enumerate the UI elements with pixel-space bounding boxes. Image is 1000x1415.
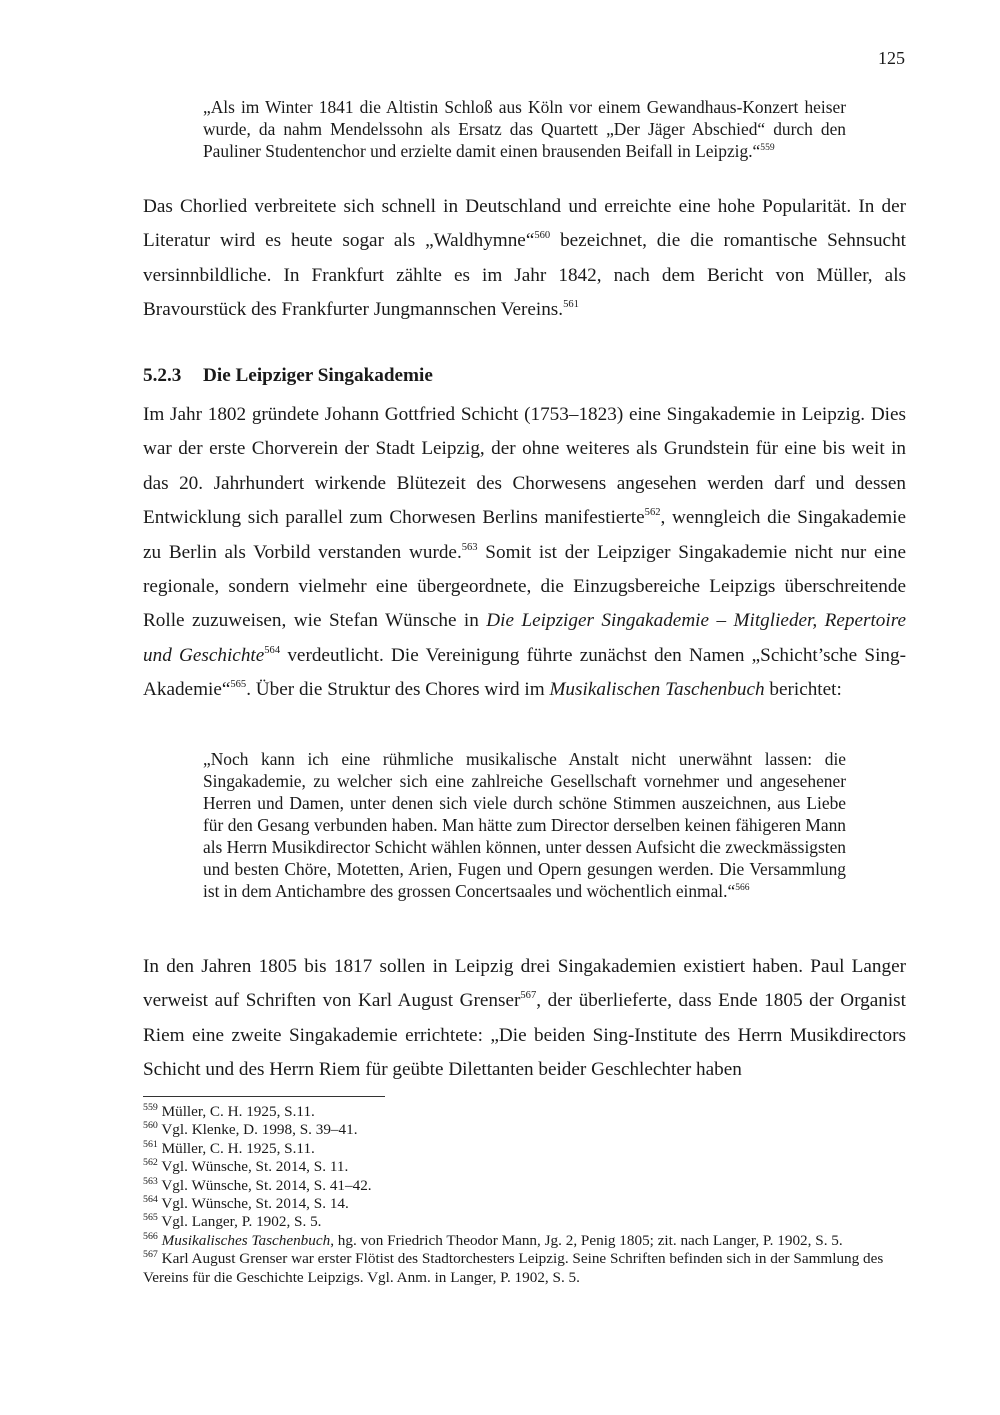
page-number: 125 [878,48,905,68]
footnote-item [143,1158,908,1176]
footnote-text: Vgl. Wünsche, St. 2014, S. 11. [161,1158,349,1176]
footnote-number: 563 [143,1175,158,1187]
quote-text: „Als im Winter 1841 die Altistin Schloß aus Köln vor einem Gewandhaus-Konzert heiser wurde, da nahm Mendelssohn als Ersatz das Quartett „Der Jäger Abschied“ durch den Pauliner Studentenchor und erzielte damit einen brausenden Beifall in Leipzig.“ [203,97,846,161]
footnote-text: Vgl. Wünsche, St. 2014, S. 14. [161,1195,349,1213]
footnote-item [143,1121,908,1139]
footnote-item [143,1177,908,1195]
paragraph-text: bezeichnet, die die romantische Sehnsucht versinnbildliche. In Frankfurt zählte es im Jahr 1842, nach dem Bericht von Müller, als Bravourstück des Frankfurter Jungmannschen Vereins. [143,230,906,321]
block-quote-1 [203,96,846,162]
body-paragraph-2 [143,398,906,708]
source-title: Musikalischen Taschenbuch [549,679,765,701]
paragraph-text: berichtet: [764,679,842,701]
section-title: Die Leipziger Singakademie [203,365,433,386]
footnote-number: 560 [143,1120,158,1132]
footnote-ref[interactable]: 567 [520,990,537,1002]
footnote-text: Vgl. Langer, P. 1902, S. 5. [161,1213,322,1231]
paragraph-text: , wenngleich die Singakademie zu Berlin als Vorbild verstanden wurde. [143,507,906,563]
footnote-text: Vgl. Klenke, D. 1998, S. 39–41. [161,1121,358,1139]
paragraph-text: Somit ist der Leipziger Singakademie nicht nur eine regionale, sondern vielmehr eine übergeordnete, die Einzugsbereiche Leipzigs überschreitende Rolle zuzuweisen, wie Stefan Wünsche in [143,541,906,632]
footnote-ref[interactable]: 566 [735,881,750,893]
quote-text: „Noch kann ich eine rühmliche musikalische Anstalt nicht unerwähnt lassen: die Singakademie, zu welcher sich eine zahlreiche Gesellschaft vornehmer und angesehener Herren und Damen, unter denen sich viele durch schöne Stimmen auszeichnen, aus Liebe für den Gesang verbunden haben. Man hätte zum Director derselben keinen fähigeren Mann als Herrn Musikdirector Schicht wählen können, unter dessen Aufsicht die zweckmässigsten und besten Chöre, Motetten, Arien, Fugen und Opern gesungen werden. Die Versammlung ist in dem Antichambre des grossen Concertsaales und wöchentlich einmal.“ [203,749,846,901]
footnote-number: 566 [143,1230,158,1242]
block-quote-2 [203,748,846,902]
footnote-ref[interactable]: 565 [230,679,247,691]
body-paragraph-1 [143,190,906,328]
footnote-item [143,1103,908,1121]
footnote-number: 562 [143,1157,158,1169]
footnote-item [143,1232,908,1250]
footnote-source-title: Musikalisches Taschenbuch [161,1231,331,1249]
footnote-ref[interactable]: 560 [534,230,551,242]
paragraph-text: verdeutlicht. Die Vereinigung führte zunächst den Namen „Schicht’sche Sing-Akademie“ [143,644,906,701]
paragraph-text: . Über die Struktur des Chores wird im [246,679,550,701]
footnote-divider [143,1096,385,1097]
footnote-text: Müller, C. H. 1925, S.11. [161,1103,315,1120]
book-title: Die Leipziger Singakademie – Mitglieder, Repertoire und Geschichte [143,610,906,666]
footnote-ref[interactable]: 562 [644,507,661,519]
footnote-item [143,1195,908,1213]
footnote-number: 567 [143,1249,158,1261]
footnote-item [143,1250,908,1287]
footnote-text: , hg. von Friedrich Theodor Mann, Jg. 2, Penig 1805; zit. nach Langer, P. 1902, S. 5. [330,1231,843,1249]
section-heading [143,365,433,387]
footnote-list [143,1103,908,1287]
paragraph-text: Im Jahr 1802 gründete Johann Gottfried Schicht (1753–1823) eine Singakademie in Leipzig. Dies war der erste Chorverein der Stadt Leipzig, der ohne weiteres als Grundstein für eine bis weit in das 20. Jahrhundert wirkende Blütezeit des Chorwesens angesehen werden darf und dessen Entwicklung sich parallel zum Chorwesen Berlins manifestierte [143,404,906,529]
footnote-ref[interactable]: 559 [760,141,775,153]
footnote-number: 561 [143,1138,158,1150]
paragraph-text: In den Jahren 1805 bis 1817 sollen in Leipzig drei Singakademien existiert haben. Paul Langer verweist auf Schriften von Karl August Grenser [143,956,906,1012]
paragraph-text: Das Chorlied verbreitete sich schnell in Deutschland und erreichte eine hohe Popularität. In der Literatur wird es heute sogar als „Waldhymne“ [143,196,906,252]
footnote-text: Vgl. Wünsche, St. 2014, S. 41–42. [161,1176,372,1194]
footnote-ref[interactable]: 563 [461,541,478,553]
footnote-text: Müller, C. H. 1925, S.11. [161,1139,315,1157]
footnote-ref[interactable]: 564 [264,644,281,656]
footnote-text: Karl August Grenser war erster Flötist des Stadtorchesters Leipzig. Seine Schriften befinden sich in der Sammlung des Vereins für die Geschichte Leipzigs. Vgl. Anm. in Langer, P. 1902, S. 5. [143,1250,884,1286]
footnote-number: 559 [143,1102,158,1114]
footnote-number: 565 [143,1212,158,1224]
footnote-item [143,1140,908,1158]
footnote-item [143,1213,908,1231]
footnote-ref[interactable]: 561 [563,299,579,311]
paragraph-text: , der überlieferte, dass Ende 1805 der Organist Riem eine zweite Singakademie errichtete: „Die beiden Sing-Institute des Herrn Musikdirectors Schicht und des Herrn Riem für geübte Dilettanten beider Geschlechter haben [143,990,906,1081]
body-paragraph-3 [143,950,906,1088]
section-number: 5.2.3 [143,365,182,386]
footnote-number: 564 [143,1194,158,1206]
